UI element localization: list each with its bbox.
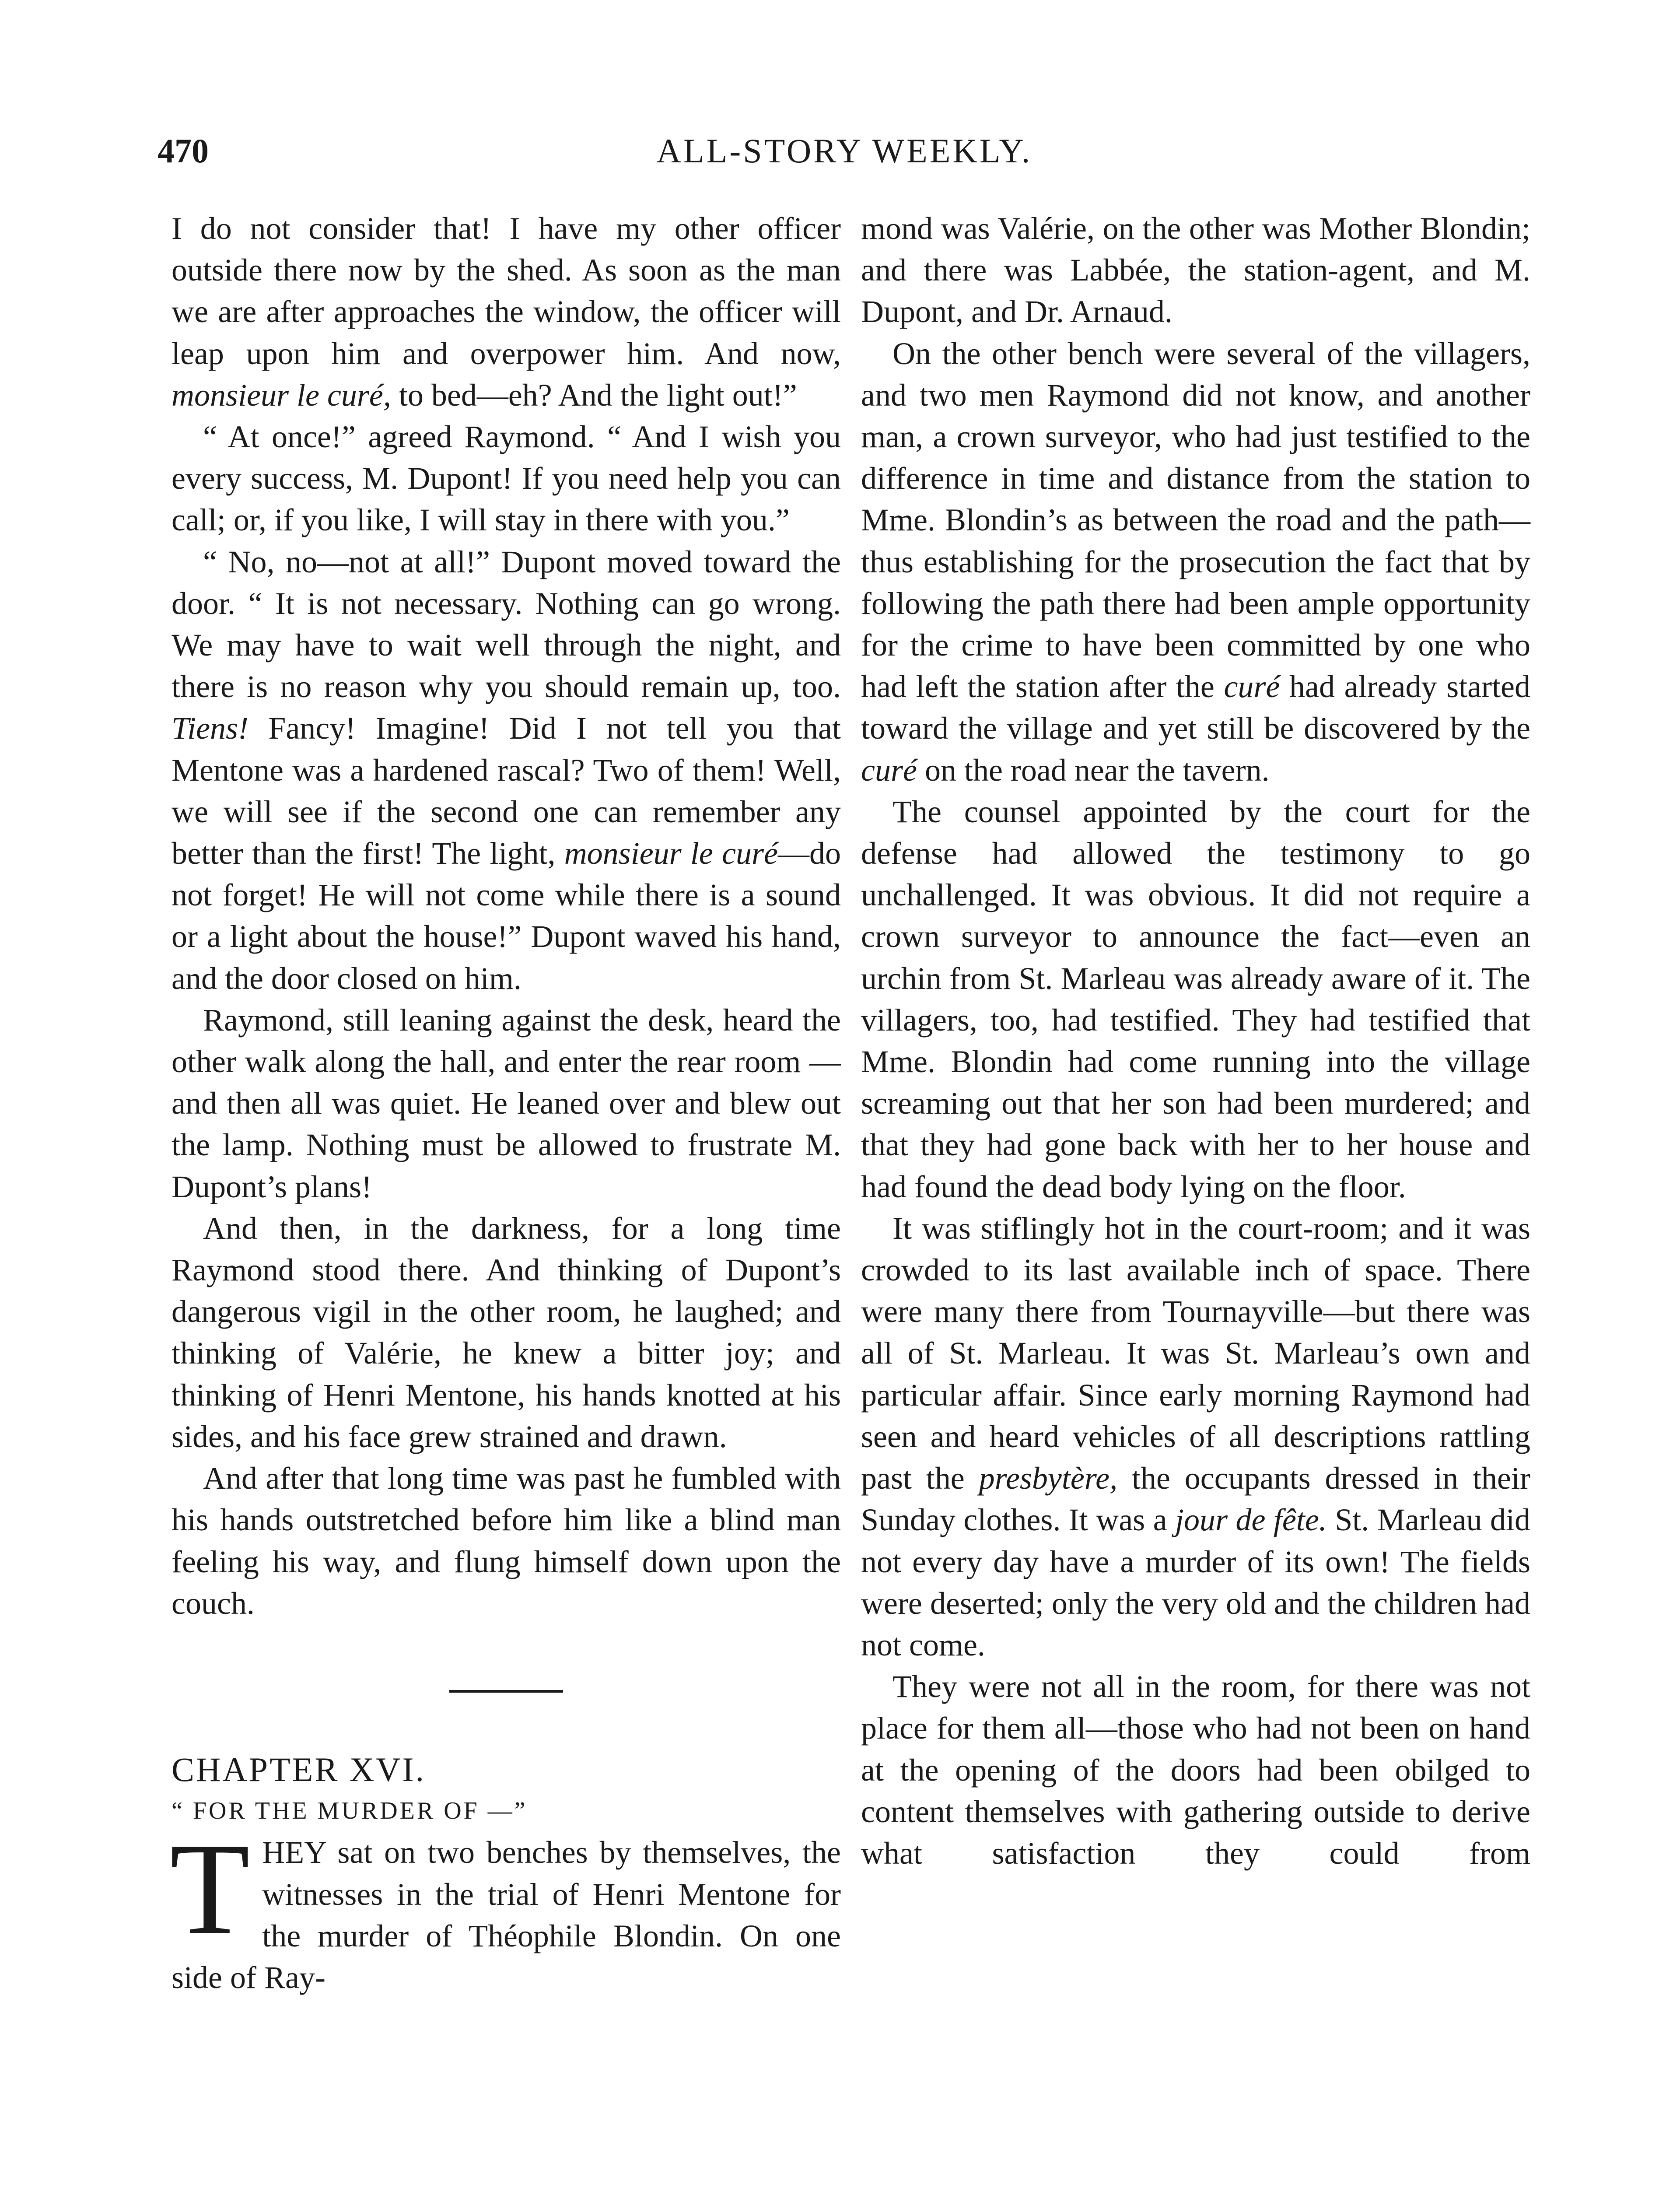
paragraph: They were not all in the room, for there was not place for them all—those who had not been on hand at the opening of the doors had been obilged to content themselves with gathering outside to derive what satisfaction they could from: [861, 1669, 1530, 1871]
left-column: [172, 208, 841, 1999]
page-number: 470: [158, 132, 209, 170]
paragraph: And after that long time was past he fumbled with his hands outstretched before him like a blind man feeling his way, and flung himself down upon the couch.: [172, 1461, 841, 1621]
chapter-subtitle: “ FOR THE MURDER OF —”: [172, 1797, 528, 1825]
paragraph: “ At once!” agreed Raymond. “ And I wish you every success, M. Dupont! If you need help you can call; or, if you like, I will stay in there with you.”: [172, 419, 841, 538]
paragraph: “ No, no—not at all!” Dupont moved toward the door. “ It is not necessary. Nothing can go wrong. We may have to wait well through the night, and there is no reason why you should remain up, too. Tiens! Fancy! Imagine! Did I not tell you that Mentone was a hardened rascal? Two of them! Well, we will see if the second one can remember any better than the first! The light, monsieur le curé—do not forget! He will not come while there is a sound or a light about the house!” Dupont waved his hand, and the door closed on him.: [172, 544, 841, 996]
paragraph: Raymond, still leaning against the desk, heard the other walk along the hall, and enter the rear room — and then all was quiet. He leaned over and blew out the lamp. Nothing must be allowed to frustrate M. Dupont’s plans!: [172, 1002, 841, 1204]
section-divider: [449, 1690, 563, 1693]
paragraph: And then, in the darkness, for a long time Raymond stood there. And thinking of Dupont’s dangerous vigil in the other room, he laughed; and thinking of Valérie, he knew a bitter joy; and thinking of Henri Mentone, his hands knotted at his sides, and his face grew strained and drawn.: [172, 1210, 841, 1454]
paragraph: mond was Valérie, on the other was Mother Blondin; and there was Labbée, the station-agent, and M. Dupont, and Dr. Arnaud.: [861, 211, 1530, 330]
paragraph: The counsel appointed by the court for the defense had allowed the testimony to go unchallenged. It was obvious. It did not require a crown surveyor to announce the fact—even an urchin from St. Marleau was already aware of it. The villagers, too, had testified. They had testified that Mme. Blondin had come running into the village screaming out that her son had been murdered; and that they had gone back with her to her house and had found the dead body lying on the floor.: [861, 794, 1530, 1204]
chapter-title: CHAPTER XVI.: [172, 1750, 426, 1788]
running-title: ALL-STORY WEEKLY.: [656, 132, 1032, 170]
paragraph: On the other bench were several of the villagers, and two men Raymond did not know, and another man, a crown surveyor, who had just testified to the difference in time and distance from the station to Mme. Blondin’s as between the road and the path—thus establishing for the prosecution the fact that by following the path there had been ample opportunity for the crime to have been committed by one who had left the station after the curé had already started toward the village and yet still be discovered by the curé on the road near the tavern.: [861, 336, 1530, 788]
paragraph: THEY sat on two benches by themselves, the witnesses in the trial of Henri Mentone for the murder of Théophile Blondin. On one side of Ray-: [170, 1816, 841, 1995]
drop-cap: T: [170, 1816, 250, 1962]
page-header: [158, 131, 1680, 184]
right-column: [861, 208, 1530, 1874]
paragraph: It was stiflingly hot in the court-room; and it was crowded to its last available inch of space. There were many there from Tournayville—but there was all of St. Marleau. It was St. Marleau’s own and particular affair. Since early morning Raymond had seen and heard vehicles of all descriptions rattling past the presbytère, the occupants dressed in their Sunday clothes. It was a jour de fête. St. Marleau did not every day have a murder of its own! The fields were deserted; only the very old and the children had not come.: [861, 1210, 1530, 1662]
paragraph: I do not consider that! I have my other officer outside there now by the shed. As soon as the man we are after approaches the window, the officer will leap upon him and overpower him. And now, monsieur le curé, to bed—eh? And the light out!”: [172, 211, 841, 413]
